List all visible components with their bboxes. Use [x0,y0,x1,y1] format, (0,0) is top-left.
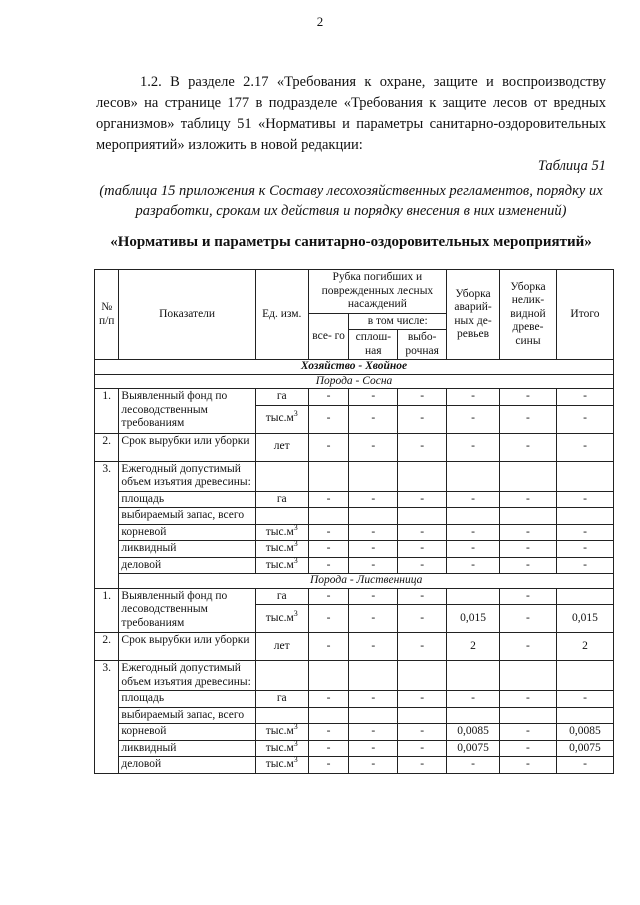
table-row [95,524,614,541]
indicator-label: площадь [119,491,255,508]
header-num: № п/п [95,270,119,360]
value-cell: - [308,389,349,406]
table-row [95,633,614,661]
unit-cell: га [255,491,308,508]
unit-text: тыс.м [265,558,294,571]
indicator-label: площадь [119,691,255,708]
table-row [95,508,614,525]
value-cell: - [308,433,349,461]
value-cell: - [499,740,556,757]
header-selective: выбо- рочная [398,330,447,360]
row-number: 2. [95,633,119,661]
breed-row: Порода - Лиственница [119,574,614,589]
table-row [95,740,614,757]
norms-table [94,269,614,774]
value-cell: - [349,724,398,741]
empty-cell [499,461,556,491]
unit-cell [255,524,308,541]
indicator-label: выбираемый запас, всего [119,508,255,525]
indicator-label: деловой [119,757,255,774]
table-title: «Нормативы и параметры санитарно-оздоровительных мероприятий» [110,234,592,250]
empty-cell [398,661,447,691]
value-cell: 0,0075 [447,740,500,757]
value-cell: - [499,405,556,433]
empty-cell [255,661,308,691]
empty-cell [255,508,308,525]
indicator-label: Срок вырубки или уборки [119,633,255,661]
value-cell: - [556,491,613,508]
page-number: 2 [316,14,324,29]
value-cell: - [556,433,613,461]
table-row [95,389,614,406]
value-cell: - [447,541,500,558]
value-cell: - [349,633,398,661]
empty-cell [349,508,398,525]
amendment-paragraph: 1.2. В разделе 2.17 «Требования к охране, защите и воспроизводству лесов» на странице 177 в подразделе «Требования к защите лесов от вредных организмов» таблицу 51 «Нормативы и параметры санитарно-оздоровительных мероприятий» изложить в новой редакции: [96,74,606,153]
value-cell: - [308,557,349,574]
value-cell: - [447,491,500,508]
value-cell: - [556,757,613,774]
unit-cell [255,757,308,774]
indicator-label: Ежегодный допустимый объем изъятия древесины: [119,461,255,491]
table-row [95,757,614,774]
indicator-label: корневой [119,724,255,741]
indicator-label: Срок вырубки или уборки [119,433,255,461]
empty-cell [398,461,447,491]
row-number: 2. [95,433,119,461]
table-row [95,707,614,724]
value-cell [556,588,613,605]
indicator-label: ликвидный [119,541,255,558]
unit-cell [255,541,308,558]
unit-superscript: 3 [293,409,298,419]
indicator-label: корневой [119,524,255,541]
table-body [95,360,614,774]
table-row [95,433,614,461]
empty-cell [556,661,613,691]
table-row [95,491,614,508]
value-cell: - [499,605,556,633]
header-felling: Рубка погибших и поврежденных лесных насаждений [308,270,446,314]
value-cell: - [398,691,447,708]
header-including: в том числе: [349,313,447,330]
empty-cell [255,707,308,724]
header-total: все- го [308,313,349,360]
table-row [95,461,614,491]
empty-cell [499,661,556,691]
value-cell: - [447,389,500,406]
empty-cell [349,461,398,491]
value-cell: - [308,724,349,741]
table-row [95,661,614,691]
value-cell: - [398,491,447,508]
breed-row: Порода - Сосна [95,374,614,389]
indicator-label: выбираемый запас, всего [119,707,255,724]
indicator-label: Выявленный фонд по лесоводственным требованиям [119,389,255,434]
value-cell: - [556,691,613,708]
empty-cell [556,707,613,724]
value-cell: - [349,557,398,574]
value-cell: - [349,433,398,461]
unit-cell: га [255,588,308,605]
row-number: 3. [95,661,119,774]
value-cell: - [349,740,398,757]
empty-cell [499,707,556,724]
value-cell: 0,015 [447,605,500,633]
value-cell: - [308,740,349,757]
unit-cell [255,605,308,633]
value-cell: - [499,633,556,661]
value-cell: - [308,757,349,774]
table-row [95,557,614,574]
value-cell: - [499,491,556,508]
value-cell: - [308,691,349,708]
unit-cell [255,557,308,574]
empty-cell [349,707,398,724]
unit-cell: лет [255,433,308,461]
value-cell: - [499,433,556,461]
unit-text: тыс.м [265,525,294,538]
header-nonliquid: Уборка нелик- видной древе- сины [499,270,556,360]
value-cell: - [556,541,613,558]
value-cell: - [349,605,398,633]
value-cell [447,588,500,605]
indicator-label: Ежегодный допустимый объем изъятия древесины: [119,661,255,691]
unit-superscript: 3 [293,755,298,765]
table-row [95,724,614,741]
value-cell: - [398,740,447,757]
value-cell: - [447,405,500,433]
empty-cell [447,461,500,491]
value-cell: - [556,389,613,406]
value-cell: - [447,433,500,461]
value-cell: - [556,405,613,433]
value-cell: - [349,541,398,558]
value-cell: - [499,389,556,406]
value-cell: - [447,691,500,708]
value-cell: - [398,757,447,774]
value-cell: - [349,491,398,508]
value-cell: 2 [556,633,613,661]
value-cell: - [556,524,613,541]
value-cell: - [349,405,398,433]
unit-cell: га [255,389,308,406]
header-indicators: Показатели [119,270,255,360]
empty-cell [447,508,500,525]
value-cell: - [398,605,447,633]
empty-cell [556,461,613,491]
value-cell: - [308,605,349,633]
unit-cell: га [255,691,308,708]
table-label: Таблица 51 [537,158,606,174]
value-cell: 2 [447,633,500,661]
header-itogo: Итого [556,270,613,360]
value-cell: - [398,405,447,433]
empty-cell [499,508,556,525]
value-cell: - [349,691,398,708]
value-cell: 0,0085 [556,724,613,741]
value-cell: - [499,541,556,558]
value-cell: - [308,491,349,508]
value-cell: - [398,557,447,574]
table-row [95,541,614,558]
value-cell: - [499,524,556,541]
empty-cell [308,461,349,491]
indicator-label: Выявленный фонд по лесоводственным требованиям [119,588,255,633]
unit-text: тыс.м [265,741,294,754]
table-note: (таблица 15 приложения к Составу лесохозяйственных регламентов, порядку их разработки, срокам их действия и порядку внесения в них изменений) [99,183,603,219]
unit-superscript: 3 [293,738,298,748]
value-cell: - [447,524,500,541]
value-cell: - [556,557,613,574]
empty-cell [398,707,447,724]
value-cell: 0,015 [556,605,613,633]
row-number: 1. [95,588,119,633]
unit-superscript: 3 [293,722,298,732]
empty-cell [308,707,349,724]
indicator-label: ликвидный [119,740,255,757]
unit-superscript: 3 [293,522,298,532]
unit-text: тыс.м [265,725,294,737]
empty-cell [447,707,500,724]
unit-superscript: 3 [293,539,298,549]
empty-cell [398,508,447,525]
value-cell: 0,0075 [556,740,613,757]
header-emergency: Уборка аварий- ных де- ревьев [447,270,500,360]
value-cell: - [398,389,447,406]
value-cell: - [349,524,398,541]
value-cell: - [499,757,556,774]
header-unit: Ед. изм. [255,270,308,360]
empty-cell [349,661,398,691]
unit-superscript: 3 [293,608,298,618]
value-cell: - [349,588,398,605]
value-cell: 0,0085 [447,724,500,741]
value-cell: - [308,588,349,605]
value-cell: - [398,524,447,541]
empty-cell [447,661,500,691]
value-cell: - [499,724,556,741]
value-cell: - [349,389,398,406]
value-cell: - [349,757,398,774]
row-number: 1. [95,389,119,434]
row-number: 3. [95,461,119,588]
unit-cell [255,740,308,757]
table-row [95,691,614,708]
empty-cell [308,508,349,525]
value-cell: - [499,557,556,574]
value-cell: - [398,541,447,558]
unit-cell: лет [255,633,308,661]
unit-cell [255,405,308,433]
empty-cell [556,508,613,525]
value-cell: - [308,405,349,433]
section-row: Хозяйство - Хвойное [95,360,614,375]
unit-text: тыс.м [265,611,294,624]
value-cell: - [398,633,447,661]
value-cell: - [308,541,349,558]
value-cell: - [398,724,447,741]
unit-text: тыс.м [265,758,294,770]
value-cell: - [447,557,500,574]
unit-superscript: 3 [293,555,298,565]
value-cell: - [398,588,447,605]
value-cell: - [398,433,447,461]
value-cell: - [499,588,556,605]
empty-cell [308,661,349,691]
unit-cell [255,724,308,741]
empty-cell [255,461,308,491]
header-clear: сплош- ная [349,330,398,360]
unit-text: тыс.м [265,412,294,425]
value-cell: - [447,757,500,774]
value-cell: - [308,524,349,541]
value-cell: - [308,633,349,661]
unit-text: тыс.м [265,542,294,554]
indicator-label: деловой [119,557,255,574]
value-cell: - [499,691,556,708]
table-row [95,588,614,605]
